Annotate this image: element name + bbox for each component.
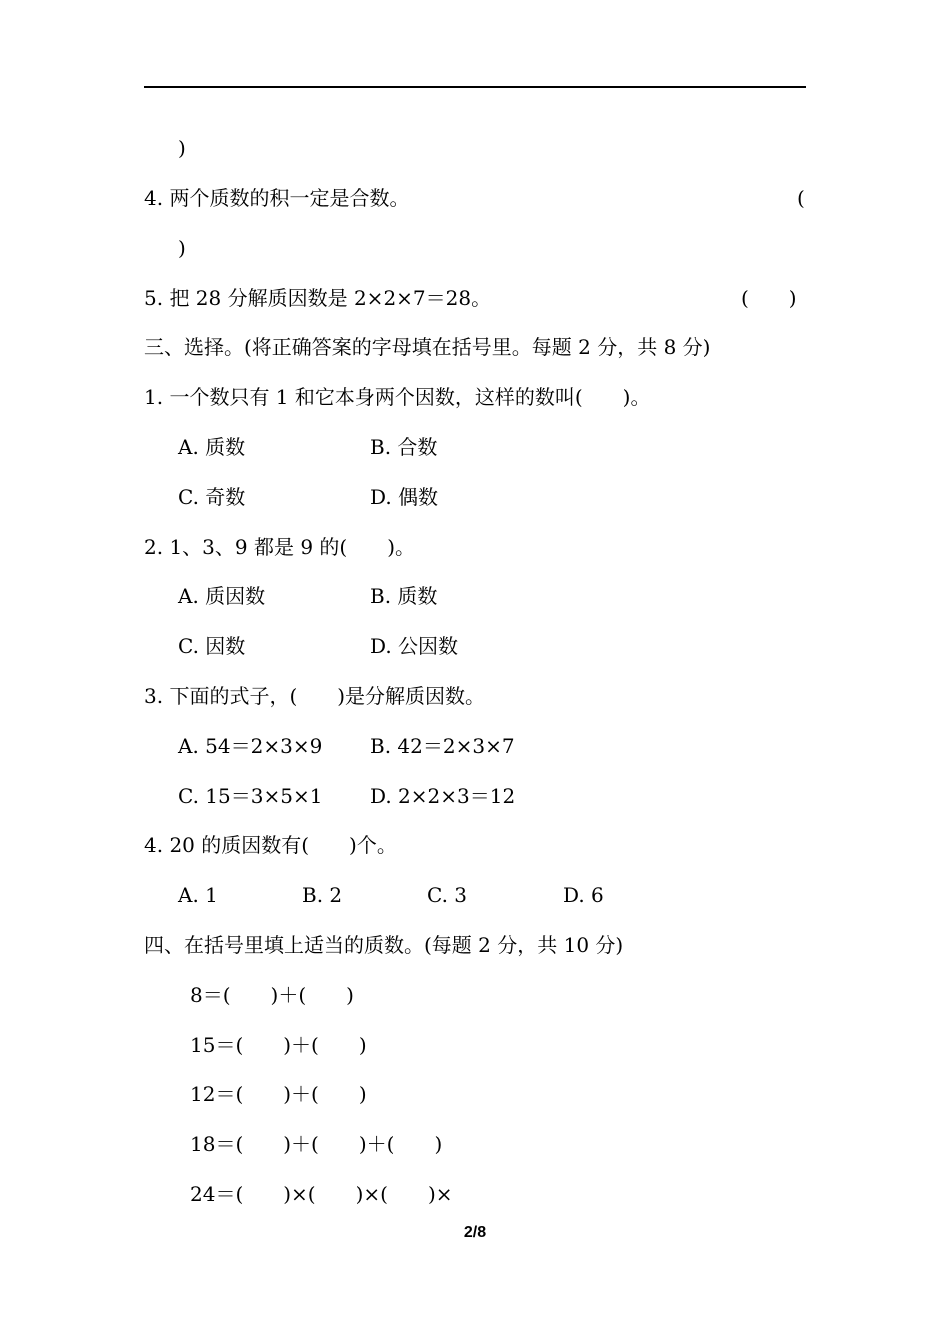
fill-equation-4[interactable]: 18＝( )＋( )＋( ) [190, 1132, 443, 1156]
choice-q4-option-d[interactable]: D. 6 [563, 883, 604, 907]
choice-q3: 3. 下面的式子，( )是分解质因数。 [144, 684, 486, 708]
choice-q4-option-b[interactable]: B. 2 [302, 883, 343, 907]
fill-equation-1[interactable]: 8＝( )＋( ) [190, 983, 354, 1007]
choice-q4: 4. 20 的质因数有( )个。 [144, 833, 397, 857]
continuation-paren: ) [178, 136, 186, 160]
choice-q3-option-b[interactable]: B. 42＝2×3×7 [370, 734, 515, 758]
section-4-title: 四、在括号里填上适当的质数。(每题 2 分，共 10 分) [144, 933, 624, 957]
fill-equation-5[interactable]: 24＝( )×( )×( )× [190, 1182, 453, 1206]
header-rule [144, 86, 806, 88]
choice-q3-option-c[interactable]: C. 15＝3×5×1 [178, 784, 323, 808]
choice-q4-option-a[interactable]: A. 1 [178, 883, 218, 907]
choice-q1: 1. 一个数只有 1 和它本身两个因数，这样的数叫( )。 [144, 385, 651, 409]
choice-q2-option-d[interactable]: D. 公因数 [370, 634, 459, 658]
choice-q3-option-d[interactable]: D. 2×2×3＝12 [370, 784, 516, 808]
choice-q1-option-d[interactable]: D. 偶数 [370, 485, 439, 509]
choice-q2-option-a[interactable]: A. 质因数 [178, 584, 266, 608]
choice-q2-option-b[interactable]: B. 质数 [370, 584, 438, 608]
judge-item-4-answer-close: ) [178, 236, 186, 260]
choice-q2-option-c[interactable]: C. 因数 [178, 634, 246, 658]
judge-item-5-answer[interactable]: ( ) [741, 286, 797, 310]
judge-item-5: 5. 把 28 分解质因数是 2×2×7＝28。 [144, 286, 492, 310]
fill-equation-3[interactable]: 12＝( )＋( ) [190, 1082, 367, 1106]
choice-q4-option-c[interactable]: C. 3 [427, 883, 468, 907]
choice-q2: 2. 1、3、9 都是 9 的( )。 [144, 535, 416, 559]
judge-item-4: 4. 两个质数的积一定是合数。 [144, 186, 410, 210]
choice-q3-option-a[interactable]: A. 54＝2×3×9 [178, 734, 323, 758]
section-3-title: 三、选择。(将正确答案的字母填在括号里。每题 2 分，共 8 分) [144, 335, 711, 359]
judge-item-4-answer-open[interactable]: ( [797, 186, 805, 210]
fill-equation-2[interactable]: 15＝( )＋( ) [190, 1033, 367, 1057]
choice-q1-option-c[interactable]: C. 奇数 [178, 485, 246, 509]
choice-q1-option-a[interactable]: A. 质数 [178, 435, 246, 459]
choice-q1-option-b[interactable]: B. 合数 [370, 435, 438, 459]
page-number: 2/8 [463, 1224, 487, 1241]
